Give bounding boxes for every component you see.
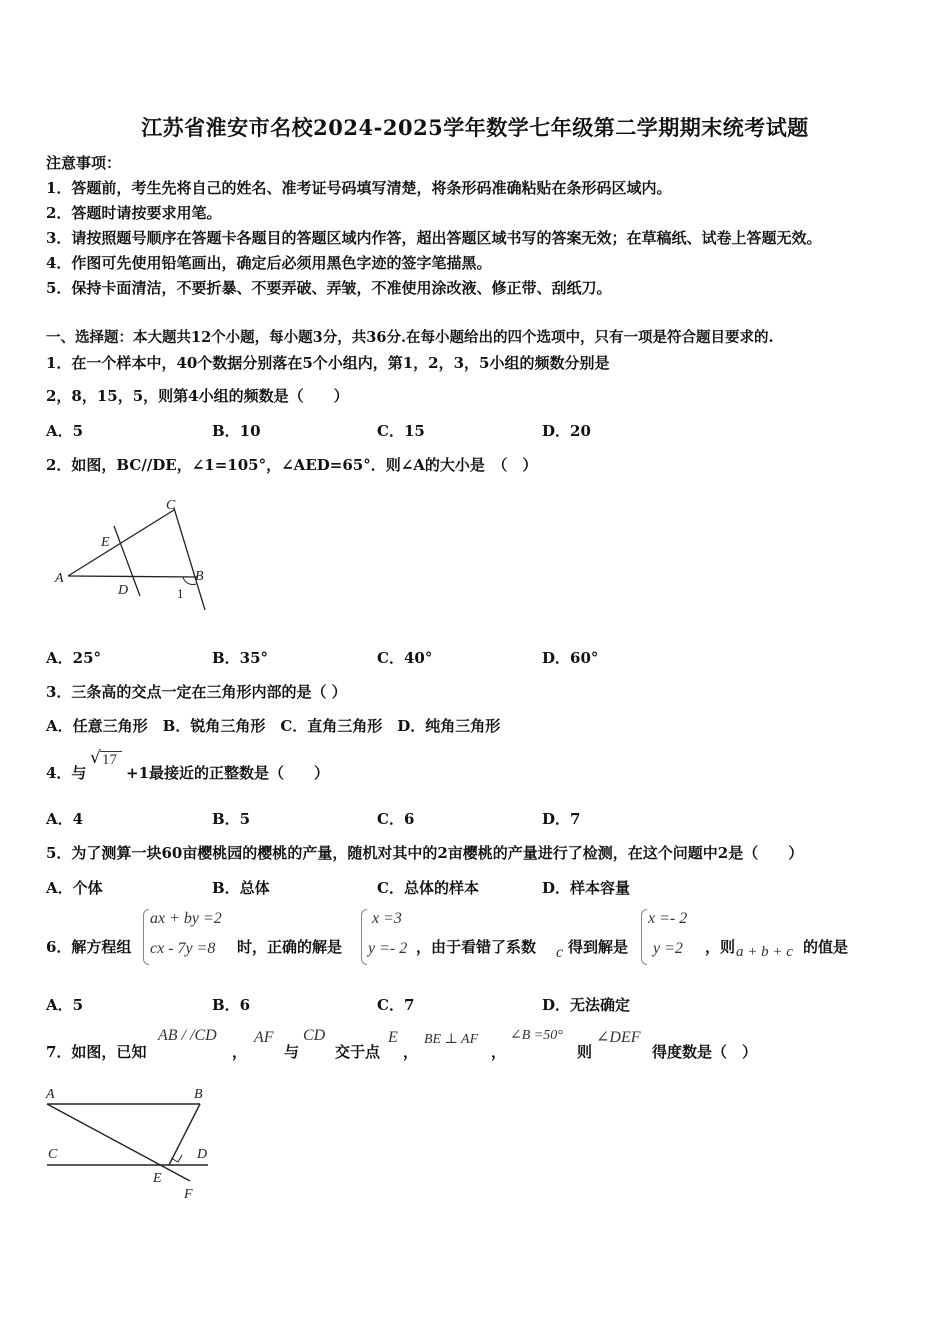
question-6-mid2: ，由于看错了系数 <box>416 938 537 956</box>
question-6-suffix: 的值是 <box>803 938 849 956</box>
word-intersect: 交于点 <box>335 1043 381 1061</box>
question-3-text: 3．三条高的交点一定在三角形内部的是（ ） <box>46 683 347 701</box>
question-5-text: 5．为了测算一块60亩樱桃园的樱桃的产量，随机对其中的2亩樱桃的产量进行了检测，在这个问题中2是（ ） <box>46 844 804 862</box>
math-cd: CD <box>303 1027 326 1044</box>
notice-item: 5．保持卡面清洁，不要折暴、不要弄破、弄皱，不准使用涂改液、修正带、刮纸刀。 <box>46 279 612 297</box>
option-d: D．7 <box>542 810 581 828</box>
option-a: A．个体 <box>46 879 103 897</box>
option-b: B．35° <box>212 649 269 667</box>
math-af: AF <box>254 1029 274 1046</box>
solution-1-x: x =3 <box>372 910 402 927</box>
notice-item: 2．答题时请按要求用笔。 <box>46 204 222 222</box>
question-1-text-cont: 2，8，15，5，则第4小组的频数是（ ） <box>46 387 349 405</box>
math-be-perp-af: BE ⊥ AF <box>424 1032 479 1047</box>
option-a: A．5 <box>46 996 84 1014</box>
question-6-prefix: 6．解方程组 <box>46 938 132 956</box>
section-heading: 一、选择题：本大题共12个小题，每小题3分，共36分.在每小题给出的四个选项中，只有一项是符合题目要求的. <box>46 329 774 346</box>
question-6-mid1: 时，正确的解是 <box>237 938 343 956</box>
line-be <box>169 1104 200 1165</box>
word-then: 则 <box>577 1043 593 1061</box>
question-3-options: A．任意三角形 B．锐角三角形 C．直角三角形 D．纯角三角形 <box>46 717 501 735</box>
solution-1-y: y =- 2 <box>368 940 408 957</box>
word-with: 与 <box>284 1043 300 1061</box>
label-d: D <box>118 583 129 598</box>
option-c: C．15 <box>377 422 425 440</box>
equation-2: cx - 7y =8 <box>150 940 216 957</box>
math-ab-parallel-cd: AB / /CD <box>158 1027 217 1044</box>
label-f: F <box>184 1187 193 1202</box>
option-a: A．4 <box>46 810 84 828</box>
system-brace <box>143 909 149 965</box>
math-e: E <box>388 1029 398 1046</box>
sqrt-radicand: 17 <box>102 752 117 768</box>
solution-2-x: x =- 2 <box>648 910 688 927</box>
label-c: C <box>48 1147 58 1162</box>
option-a: A．5 <box>46 422 84 440</box>
question-4-suffix: +1最接近的正整数是（ ） <box>126 764 330 782</box>
expression-sum: a + b + c <box>736 944 793 960</box>
question-7-prefix: 7．如图，已知 <box>46 1043 147 1061</box>
option-b: B．总体 <box>212 879 270 897</box>
notice-item: 3．请按照题号顺序在答题卡各题目的答题区域内作答，超出答题区域书写的答案无效；在草稿纸、试卷上答题无效。 <box>46 229 822 247</box>
label-b: B <box>195 569 204 584</box>
label-e: E <box>101 535 110 550</box>
question-7-suffix: 得度数是（ ） <box>652 1043 758 1061</box>
option-d: D．样本容量 <box>542 879 631 897</box>
question-6-mid3: 得到解是 <box>568 938 629 956</box>
solution-2-y: y =2 <box>653 940 683 957</box>
option-b: B．5 <box>212 810 251 828</box>
option-b: B．6 <box>212 996 251 1014</box>
right-angle-mark <box>171 1155 182 1162</box>
question-4-prefix: 4．与 <box>46 764 87 782</box>
option-c: C．6 <box>377 810 415 828</box>
question-1-text: 1．在一个样本中，40个数据分别落在5个小组内，第1，2，3，5小组的频数分别是 <box>46 354 610 372</box>
page-title: 江苏省淮安市名校2024-2025学年数学七年级第二学期期末统考试题 <box>141 115 809 140</box>
solution-brace <box>641 909 647 965</box>
notice-item: 4．作图可先使用铅笔画出，确定后必须用黑色字迹的签字笔描黑。 <box>46 254 492 272</box>
separator: ， <box>403 1043 419 1061</box>
label-e: E <box>153 1171 162 1186</box>
option-c: C．7 <box>377 996 415 1014</box>
option-b: B．10 <box>212 422 261 440</box>
option-c: C．40° <box>377 649 433 667</box>
label-1: 1 <box>177 586 184 601</box>
question-7-figure <box>42 1078 222 1204</box>
option-d: D．60° <box>542 649 599 667</box>
question-6-mid4: ，则 <box>705 938 736 956</box>
notice-heading: 注意事项： <box>46 154 122 172</box>
question-2-figure <box>50 492 220 616</box>
math-angle-b: ∠B =50° <box>510 1028 563 1043</box>
label-a: A <box>46 1087 55 1102</box>
solution-brace <box>361 909 367 965</box>
option-c: C．总体的样本 <box>377 879 479 897</box>
coefficient-c: c <box>556 944 564 961</box>
label-c: C <box>166 498 176 513</box>
notice-item: 1．答题前，考生先将自己的姓名、准考证号码填写清楚，将条形码准确粘贴在条形码区域内。 <box>46 179 672 197</box>
sqrt-icon: √ <box>90 748 101 768</box>
math-angle-def: ∠DEF <box>596 1029 641 1046</box>
option-d: D．20 <box>542 422 591 440</box>
label-b: B <box>194 1087 203 1102</box>
line-af <box>47 1104 190 1181</box>
equation-1: ax + by =2 <box>150 910 222 927</box>
label-a: A <box>55 571 64 586</box>
question-2-text: 2．如图，BC//DE，∠1=105°，∠AED=65°．则∠A的大小是 （ ） <box>46 456 538 474</box>
option-d: D．无法确定 <box>542 996 631 1014</box>
label-d: D <box>197 1147 208 1162</box>
separator: ， <box>491 1043 507 1061</box>
separator: ， <box>232 1043 248 1061</box>
option-a: A．25° <box>46 649 102 667</box>
